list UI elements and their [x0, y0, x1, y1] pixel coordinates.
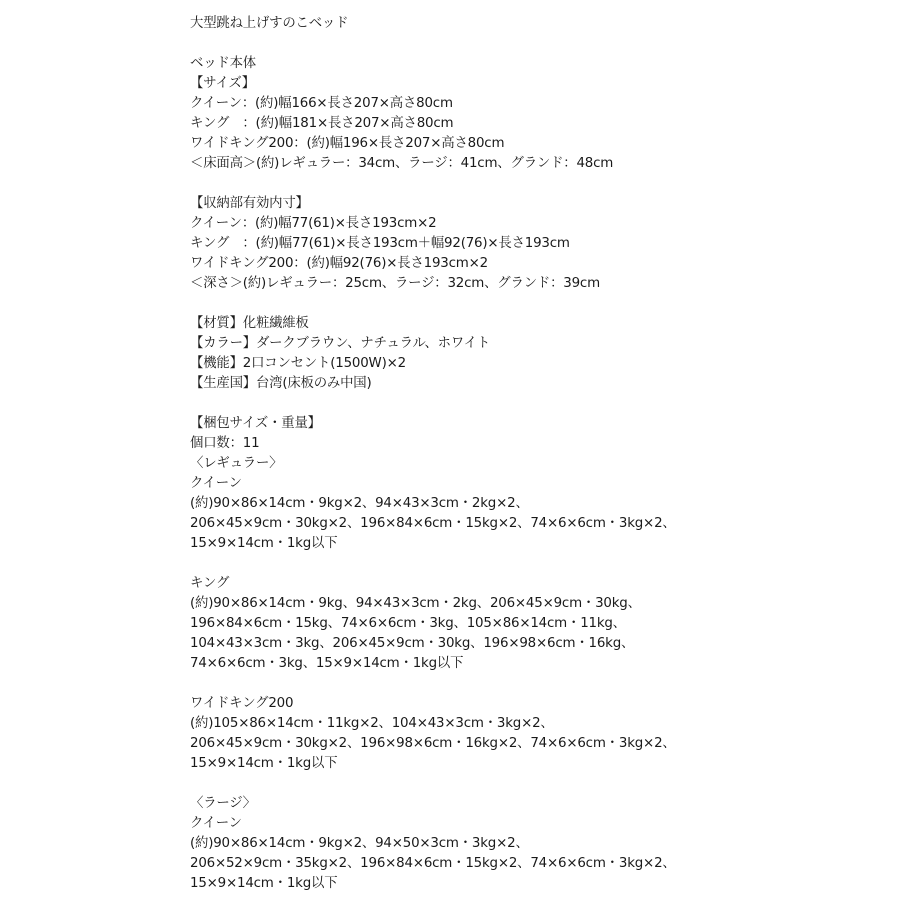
color-line: 【カラー】ダークブラウン、ナチュラル、ホワイト [190, 336, 491, 351]
storage-wideking: ワイドキング200：(約)幅92(76)×長さ193cm×2 [190, 256, 488, 271]
regular-queen-line: 206×45×9cm・30kg×2、196×84×6cm・15kg×2、74×6×6cm・3kg×2、 [190, 516, 676, 531]
large-queen-name: クイーン [190, 816, 242, 831]
spacer [190, 774, 880, 794]
regular-king-name: キング [190, 576, 230, 591]
spacer [190, 554, 880, 574]
size-queen: クイーン：(約)幅166×長さ207×高さ80cm [190, 96, 453, 111]
regular-wideking-line: 15×9×14cm・1kg以下 [190, 756, 338, 771]
storage-queen: クイーン：(約)幅77(61)×長さ193cm×2 [190, 216, 437, 231]
section-heading-bed-body: ベッド本体 [190, 56, 256, 71]
large-queen-line: (約)90×86×14cm・9kg×2、94×50×3cm・3kg×2、 [190, 836, 529, 851]
regular-label: 〈レギュラー〉 [190, 456, 283, 471]
regular-wideking-line: (約)105×86×14cm・11kg×2、104×43×3cm・3kg×2、 [190, 716, 554, 731]
size-floor-height: ＜床面高＞(約)レギュラー：34cm、ラージ：41cm、グランド：48cm [190, 156, 614, 171]
function-line: 【機能】2口コンセント(1500W)×2 [190, 356, 406, 371]
storage-label: 【収納部有効内寸】 [190, 196, 309, 211]
size-king: キング ：(約)幅181×長さ207×高さ80cm [190, 116, 454, 131]
regular-king-line: 104×43×3cm・3kg、206×45×9cm・30kg、196×98×6cm・16kg、 [190, 636, 635, 651]
regular-queen-name: クイーン [190, 476, 242, 491]
packing-count: 個口数：11 [190, 436, 260, 451]
large-label: 〈ラージ〉 [190, 796, 256, 811]
regular-king-line: 196×84×6cm・15kg、74×6×6cm・3kg、105×86×14cm・11kg、 [190, 616, 626, 631]
large-queen-line: 206×52×9cm・35kg×2、196×84×6cm・15kg×2、74×6×6cm・3kg×2、 [190, 856, 676, 871]
regular-king-line: (約)90×86×14cm・9kg、94×43×3cm・2kg、206×45×9cm・30kg、 [190, 596, 641, 611]
storage-king: キング ：(約)幅77(61)×長さ193cm＋幅92(76)×長さ193cm [190, 236, 570, 251]
regular-queen-line: 15×9×14cm・1kg以下 [190, 536, 338, 551]
material-line: 【材質】化粧繊維板 [190, 316, 309, 331]
regular-wideking-line: 206×45×9cm・30kg×2、196×98×6cm・16kg×2、74×6×6cm・3kg×2、 [190, 736, 676, 751]
large-queen-line: 15×9×14cm・1kg以下 [190, 876, 338, 891]
size-wideking: ワイドキング200：(約)幅196×長さ207×高さ80cm [190, 136, 505, 151]
packing-label: 【梱包サイズ・重量】 [190, 416, 321, 431]
spacer [190, 674, 880, 694]
regular-king-line: 74×6×6cm・3kg、15×9×14cm・1kg以下 [190, 656, 464, 671]
storage-depth: ＜深さ＞(約)レギュラー：25cm、ラージ：32cm、グランド：39cm [190, 276, 600, 291]
spacer [190, 174, 880, 194]
size-label: 【サイズ】 [190, 76, 255, 91]
spacer [190, 34, 880, 54]
spec-document [190, 14, 880, 894]
spacer [190, 394, 880, 414]
origin-line: 【生産国】台湾(床板のみ中国) [190, 376, 372, 391]
regular-wideking-name: ワイドキング200 [190, 696, 294, 711]
page-title: 大型跳ね上げすのこベッド [190, 16, 349, 31]
spacer [190, 294, 880, 314]
regular-queen-line: (約)90×86×14cm・9kg×2、94×43×3cm・2kg×2、 [190, 496, 529, 511]
